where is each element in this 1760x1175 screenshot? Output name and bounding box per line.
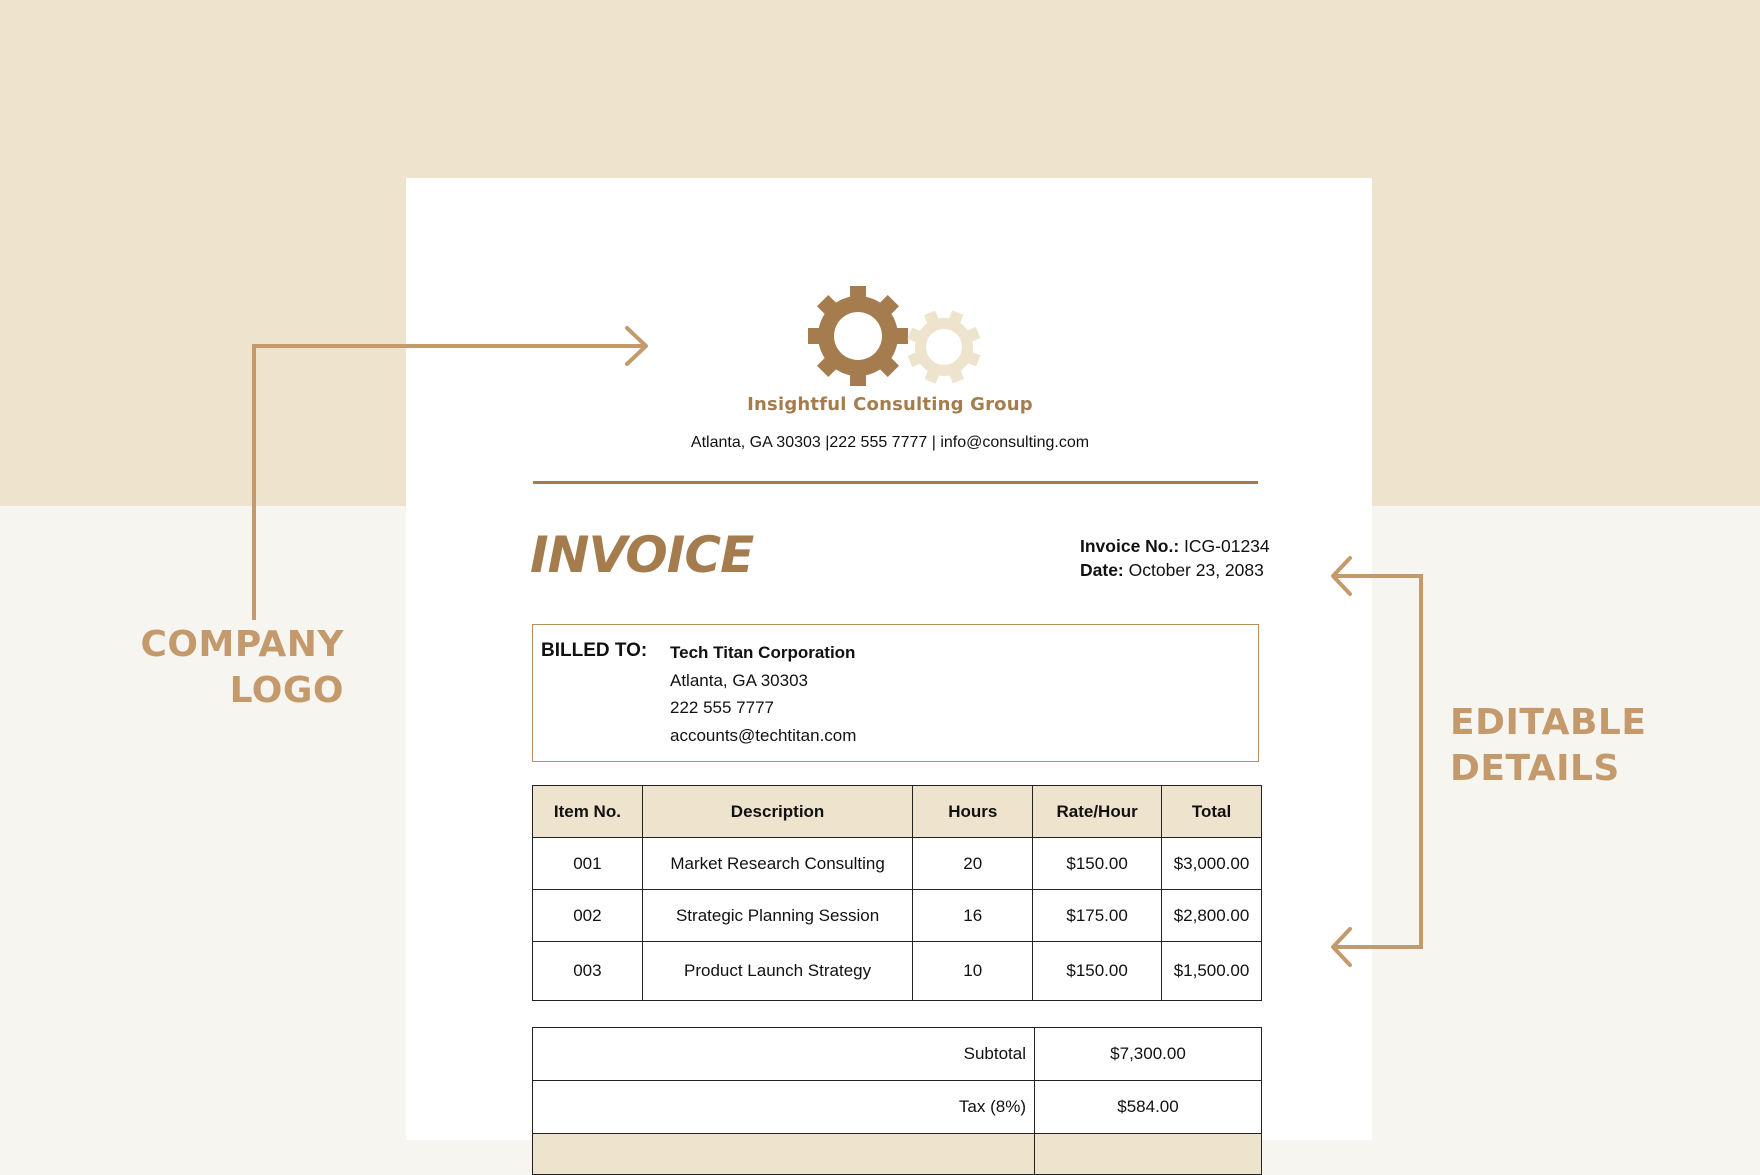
company-name: Insightful Consulting Group	[747, 394, 1033, 415]
items-table-header	[533, 786, 1262, 838]
client-email[interactable]: accounts@techtitan.com	[670, 725, 857, 745]
hours-cell[interactable]: 16	[913, 890, 1033, 942]
tax-label: Tax (8%)	[533, 1081, 1035, 1134]
item-no-cell[interactable]: 001	[533, 838, 643, 890]
editable-details-annotation	[1450, 700, 1646, 792]
header-hours: Hours	[913, 786, 1033, 838]
hours-cell[interactable]: 20	[913, 838, 1033, 890]
header-total: Total	[1162, 786, 1262, 838]
arrow-right-icon	[624, 326, 650, 366]
annotation-line: DETAILS	[1450, 748, 1620, 789]
arrow-left-icon	[1330, 556, 1356, 596]
rate-cell[interactable]: $150.00	[1033, 942, 1162, 1001]
editable-details-bracket-vertical	[1419, 574, 1423, 949]
billed-to-box	[532, 624, 1259, 762]
client-name[interactable]: Tech Titan Corporation	[670, 643, 856, 662]
description-cell[interactable]: Market Research Consulting	[642, 838, 913, 890]
subtotal-label: Subtotal	[533, 1028, 1035, 1081]
invoice-date-label: Date:	[1080, 560, 1124, 580]
total-cell[interactable]: $1,500.00	[1162, 942, 1262, 1001]
billed-to-details	[670, 639, 856, 749]
invoice-title: INVOICE	[530, 526, 754, 584]
company-logo-connector-vertical	[252, 344, 256, 620]
items-table	[532, 785, 1262, 1001]
gears-icon	[800, 280, 1000, 390]
client-phone[interactable]: 222 555 7777	[670, 698, 774, 717]
invoice-date-row	[1080, 558, 1270, 582]
header-rate: Rate/Hour	[1033, 786, 1162, 838]
header-item-no: Item No.	[533, 786, 643, 838]
total-cell[interactable]: $2,800.00	[1162, 890, 1262, 942]
invoice-meta	[1080, 534, 1270, 582]
item-no-cell[interactable]: 003	[533, 942, 643, 1001]
company-contact: Atlanta, GA 30303 |222 555 7777 | info@consulting.com	[690, 434, 1090, 451]
billed-to-label: BILLED TO:	[541, 640, 648, 661]
subtotal-value[interactable]: $7,300.00	[1035, 1028, 1262, 1081]
invoice-number-value[interactable]: ICG-01234	[1179, 536, 1270, 556]
total-cell[interactable]: $3,000.00	[1162, 838, 1262, 890]
rate-cell[interactable]: $175.00	[1033, 890, 1162, 942]
client-address[interactable]: Atlanta, GA 30303	[670, 670, 808, 690]
summary-table	[532, 1027, 1262, 1175]
description-cell[interactable]: Strategic Planning Session	[642, 890, 913, 942]
tax-row	[533, 1081, 1262, 1134]
invoice-date-value[interactable]: October 23, 2083	[1123, 560, 1264, 580]
item-no-cell[interactable]: 002	[533, 890, 643, 942]
company-logo-annotation	[100, 622, 344, 714]
invoice-number-row	[1080, 534, 1270, 558]
table-row	[533, 890, 1262, 942]
annotation-line: LOGO	[229, 670, 344, 711]
header-description: Description	[642, 786, 913, 838]
table-row	[533, 838, 1262, 890]
annotation-line: EDITABLE	[1450, 702, 1647, 743]
table-row	[533, 942, 1262, 1001]
invoice-number-label: Invoice No.:	[1080, 536, 1180, 556]
rate-cell[interactable]: $150.00	[1033, 838, 1162, 890]
company-logo-connector-horizontal	[252, 344, 644, 348]
annotation-line: COMPANY	[140, 624, 344, 665]
description-cell[interactable]: Product Launch Strategy	[642, 942, 913, 1001]
hours-cell[interactable]: 10	[913, 942, 1033, 1001]
arrow-left-icon	[1330, 927, 1356, 967]
header-divider	[533, 481, 1258, 484]
subtotal-row	[533, 1028, 1262, 1081]
tax-value[interactable]: $584.00	[1035, 1081, 1262, 1134]
